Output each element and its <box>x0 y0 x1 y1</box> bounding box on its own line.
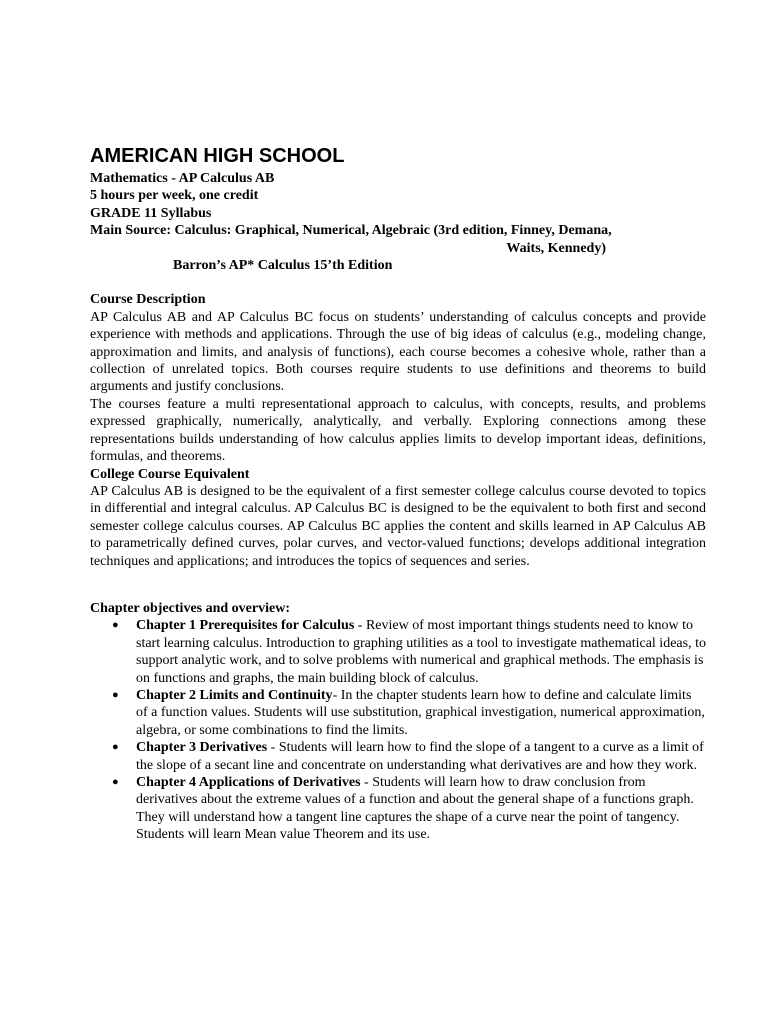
bullet-icon: ● <box>112 776 119 788</box>
course-description-paragraph-2: The courses feature a multi representational approach to calculus, with concepts, results, and problems expressed graphically, numerically, analytically, and verbally. Exploring connections among these representations builds understanding of how calculus applies limits to develop important ideas, definitions, formulas, and theorems. <box>90 396 706 465</box>
chapter-separator: - <box>267 740 279 756</box>
spacer <box>90 570 706 600</box>
secondary-source: Barron’s AP* Calculus 15’th Edition <box>173 258 393 274</box>
bullet-icon: ● <box>112 741 119 754</box>
bullet-icon: ● <box>112 619 119 632</box>
spacer <box>90 274 706 291</box>
course-hours: 5 hours per week, one credit <box>90 188 259 204</box>
school-title: AMERICAN HIGH SCHOOL <box>90 145 345 167</box>
chapter-item-3 <box>90 739 706 774</box>
syllabus-page <box>90 145 706 844</box>
course-description-heading: Course Description <box>90 292 206 308</box>
course-description-paragraph-1: AP Calculus AB and AP Calculus BC focus on students’ understanding of calculus concepts and provide experience with methods and applications. Through the use of big ideas of calculus (e.g., modeling change, approximation and limits, and analysis of functions), each course becomes a cohesive whole, rather than a collection of unrelated topics. Both courses require students to use definitions and theorems to build arguments and justify conclusions. <box>90 309 706 395</box>
chapter-item-4 <box>90 774 706 844</box>
chapter-description: Review of most important things students need to know to start learning calculus. Introduction to graphing utilities as a tool to investigate mathematical ideas, to support analytic work, and to solve problems with numerical and graphical methods. The emphasis is on functions and graphs, the main building block of calculus. <box>136 618 706 686</box>
main-source-line1: Main Source: Calculus: Graphical, Numerical, Algebraic (3rd edition, Finney, Demana, <box>90 223 612 239</box>
chapter-item-2 <box>90 687 706 739</box>
course-subject: Mathematics - AP Calculus AB <box>90 171 275 186</box>
chapter-separator: - <box>332 687 341 703</box>
chapter-description: Students will learn how to draw conclusion from derivatives about the extreme values of a function and about the general shape of a functions graph. They will understand how a tangent line captures the shape of a curve near the point of tangency. Students will learn Mean value Theorem and its use. <box>136 775 694 843</box>
chapter-description: Students will learn how to find the slope of a tangent to a curve as a limit of the slope of a secant line and concentrate on understanding what derivatives are and how they work. <box>136 740 704 773</box>
chapter-description: In the chapter students learn how to define and calculate limits of a function values. Students will use substitution, graphical investigation, numerical approximation, algebra, or some combinations to find the limits. <box>136 687 705 738</box>
college-equivalent-heading: College Course Equivalent <box>90 466 250 482</box>
course-grade: GRADE 11 Syllabus <box>90 205 212 221</box>
chapter-title: Chapter 3 Derivatives <box>136 740 268 756</box>
chapter-title: Chapter 4 Applications of Derivatives <box>136 775 361 790</box>
chapter-separator: - <box>354 618 366 634</box>
chapter-title: Chapter 1 Prerequisites for Calculus <box>136 618 355 634</box>
bullet-icon: ● <box>112 688 119 701</box>
chapter-title: Chapter 2 Limits and Continuity <box>136 687 333 703</box>
chapter-list <box>90 617 706 843</box>
chapter-separator: - <box>360 775 373 790</box>
chapter-item-1 <box>90 617 706 687</box>
main-source-line2: Waits, Kennedy) <box>506 240 606 256</box>
college-equivalent-paragraph: AP Calculus AB is designed to be the equivalent of a first semester college calculus course devoted to topics in differential and integral calculus. AP Calculus BC is designed to be the equivalent to both first and second semester college calculus courses. AP Calculus BC applies the content and skills learned in AP Calculus AB to parametrically defined curves, polar curves, and vector-valued functions; develops additional integration techniques and applications; and introduces the topics of sequences and series. <box>90 483 706 569</box>
chapters-heading: Chapter objectives and overview: <box>90 600 290 616</box>
